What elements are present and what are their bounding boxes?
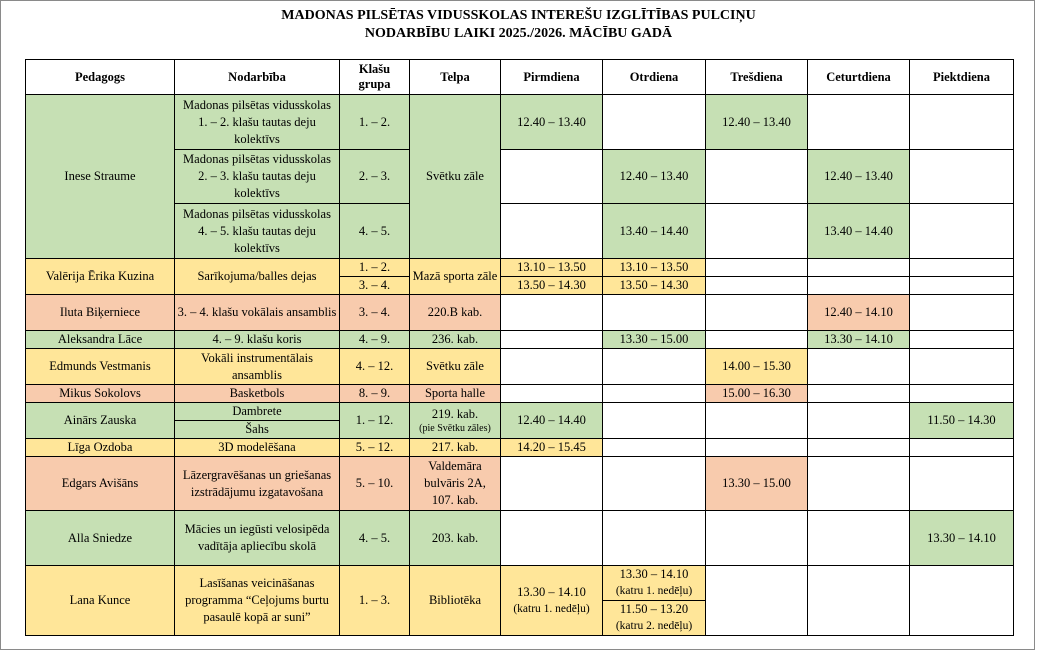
group-cell: 8. – 9. xyxy=(340,385,410,403)
time-cell xyxy=(501,566,603,636)
empty-cell xyxy=(910,331,1014,349)
empty-cell xyxy=(603,349,706,385)
teacher-cell: Mikus Sokolovs xyxy=(26,385,175,403)
table-row xyxy=(26,511,1014,566)
teacher-cell: Edgars Avišāns xyxy=(26,457,175,511)
empty-cell xyxy=(501,349,603,385)
empty-cell xyxy=(501,295,603,331)
empty-cell xyxy=(706,566,808,636)
time-text: 13.30 – 14.10 xyxy=(619,567,689,581)
empty-cell xyxy=(706,511,808,566)
activity-cell: Sarīkojuma/balles dejas xyxy=(175,259,340,295)
empty-cell xyxy=(603,403,706,439)
room-cell: Svētku zāle xyxy=(410,95,501,259)
empty-cell xyxy=(910,295,1014,331)
header-pedagogs: Pedagogs xyxy=(26,60,175,95)
empty-cell xyxy=(603,457,706,511)
empty-cell xyxy=(808,403,910,439)
time-cell: 12.40 – 13.40 xyxy=(706,95,808,150)
room-cell: 220.B kab. xyxy=(410,295,501,331)
room-cell: Svētku zāle xyxy=(410,349,501,385)
empty-cell xyxy=(501,204,603,259)
empty-cell xyxy=(910,439,1014,457)
activity-cell: Madonas pilsētas vidusskolas 4. – 5. klašu tautas deju kolektīvs xyxy=(175,204,340,259)
group-cell: 1. – 2. xyxy=(340,95,410,150)
header-tresdiena: Trešdiena xyxy=(706,60,808,95)
empty-cell xyxy=(808,439,910,457)
activity-cell: Madonas pilsētas vidusskolas 2. – 3. klašu tautas deju kolektīvs xyxy=(175,150,340,204)
table-row xyxy=(26,566,1014,601)
group-cell: 2. – 3. xyxy=(340,150,410,204)
room-text: 219. kab. xyxy=(431,407,479,421)
teacher-cell: Ainārs Zauska xyxy=(26,403,175,439)
teacher-cell: Inese Straume xyxy=(26,95,175,259)
table-row xyxy=(26,259,1014,277)
time-cell: 12.40 – 13.40 xyxy=(808,150,910,204)
header-telpa: Telpa xyxy=(410,60,501,95)
header-ceturtdiena: Ceturtdiena xyxy=(808,60,910,95)
room-cell: Mazā sporta zāle xyxy=(410,259,501,295)
empty-cell xyxy=(603,511,706,566)
time-cell: 14.00 – 15.30 xyxy=(706,349,808,385)
time-text: 13.30 – 14.10 xyxy=(517,584,586,599)
group-cell: 5. – 10. xyxy=(340,457,410,511)
time-cell: 12.40 – 14.10 xyxy=(808,295,910,331)
time-cell: 12.40 – 13.40 xyxy=(603,150,706,204)
time-cell xyxy=(603,566,706,601)
teacher-cell: Lana Kunce xyxy=(26,566,175,636)
time-note: (katru 1. nedēļu) xyxy=(513,602,590,615)
room-note: (pie Svētku zāles) xyxy=(419,423,491,434)
empty-cell xyxy=(808,277,910,295)
teacher-cell: Aleksandra Lāce xyxy=(26,331,175,349)
empty-cell xyxy=(501,511,603,566)
time-cell: 13.40 – 14.40 xyxy=(603,204,706,259)
table-row xyxy=(26,349,1014,385)
empty-cell xyxy=(501,385,603,403)
room-cell: Sporta halle xyxy=(410,385,501,403)
group-cell: 4. – 5. xyxy=(340,511,410,566)
time-cell: 13.30 – 14.10 xyxy=(910,511,1014,566)
teacher-cell: Valērija Ērika Kuzina xyxy=(26,259,175,295)
empty-cell xyxy=(808,457,910,511)
header-piektdiena: Piektdiena xyxy=(910,60,1014,95)
header-pirmdiena: Pirmdiena xyxy=(501,60,603,95)
group-cell: 3. – 4. xyxy=(340,277,410,295)
activity-cell: Mācies un iegūsti velosipēda vadītāja apliecību skolā xyxy=(175,511,340,566)
activity-cell: Šahs xyxy=(175,421,340,439)
group-cell: 1. – 2. xyxy=(340,259,410,277)
empty-cell xyxy=(808,385,910,403)
header-row xyxy=(26,60,1014,95)
table-row xyxy=(26,95,1014,150)
time-note: (katru 2. nedēļu) xyxy=(615,620,693,632)
table-row xyxy=(26,204,1014,259)
empty-cell xyxy=(603,385,706,403)
empty-cell xyxy=(808,95,910,150)
room-cell: 203. kab. xyxy=(410,511,501,566)
table-row xyxy=(26,457,1014,511)
teacher-cell: Edmunds Vestmanis xyxy=(26,349,175,385)
empty-cell xyxy=(910,150,1014,204)
activity-cell: 3D modelēšana xyxy=(175,439,340,457)
empty-cell xyxy=(706,403,808,439)
empty-cell xyxy=(603,95,706,150)
document-title-line1: MADONAS PILSĒTAS VIDUSSKOLAS INTEREŠU IZGLĪTĪBAS PULCIŅU xyxy=(281,8,756,23)
activity-cell: Vokāli instrumentālais ansamblis xyxy=(175,349,340,385)
empty-cell xyxy=(910,349,1014,385)
group-cell: 4. – 12. xyxy=(340,349,410,385)
room-cell: 236. kab. xyxy=(410,331,501,349)
activity-cell: Basketbols xyxy=(175,385,340,403)
room-cell: Bibliotēka xyxy=(410,566,501,636)
time-text: 11.50 – 13.20 xyxy=(619,602,689,616)
empty-cell xyxy=(603,439,706,457)
empty-cell xyxy=(910,259,1014,277)
time-cell: 11.50 – 14.30 xyxy=(910,403,1014,439)
activity-cell: 3. – 4. klašu vokālais ansamblis xyxy=(175,295,340,331)
time-cell: 13.30 – 15.00 xyxy=(603,331,706,349)
time-cell: 12.40 – 13.40 xyxy=(501,95,603,150)
empty-cell xyxy=(706,295,808,331)
group-cell: 4. – 5. xyxy=(340,204,410,259)
empty-cell xyxy=(706,331,808,349)
time-cell: 13.30 – 14.10 xyxy=(808,331,910,349)
empty-cell xyxy=(706,277,808,295)
empty-cell xyxy=(808,511,910,566)
room-cell: 217. kab. xyxy=(410,439,501,457)
empty-cell xyxy=(910,95,1014,150)
teacher-cell: Iluta Biķerniece xyxy=(26,295,175,331)
time-cell: 13.30 – 15.00 xyxy=(706,457,808,511)
group-cell: 1. – 12. xyxy=(340,403,410,439)
teacher-cell: Līga Ozdoba xyxy=(26,439,175,457)
empty-cell xyxy=(808,259,910,277)
empty-cell xyxy=(501,457,603,511)
empty-cell xyxy=(706,204,808,259)
time-note: (katru 1. nedēļu) xyxy=(615,585,693,597)
group-cell: 1. – 3. xyxy=(340,566,410,636)
table-row xyxy=(26,403,1014,421)
document-title-line2: NODARBĪBU LAIKI 2025./2026. MĀCĪBU GADĀ xyxy=(364,26,673,41)
time-cell: 13.10 – 13.50 xyxy=(501,259,603,277)
activity-cell: Lasīšanas veicināšanas programma “Ceļojums burtu pasaulē kopā ar suni” xyxy=(175,566,340,636)
table-row xyxy=(26,439,1014,457)
activity-cell: Lāzergravēšanas un griešanas izstrādājumu izgatavošana xyxy=(175,457,340,511)
schedule-table xyxy=(25,59,1014,636)
empty-cell xyxy=(808,566,910,636)
table-row xyxy=(26,331,1014,349)
empty-cell xyxy=(603,295,706,331)
table-row xyxy=(26,295,1014,331)
empty-cell xyxy=(706,150,808,204)
room-cell: Valdemāra bulvāris 2A, 107. kab. xyxy=(410,457,501,511)
header-nodarbiba: Nodarbība xyxy=(175,60,340,95)
time-cell xyxy=(603,601,706,636)
group-cell: 4. – 9. xyxy=(340,331,410,349)
activity-cell: 4. – 9. klašu koris xyxy=(175,331,340,349)
table-row xyxy=(26,385,1014,403)
empty-cell xyxy=(808,349,910,385)
empty-cell xyxy=(910,385,1014,403)
empty-cell xyxy=(501,150,603,204)
empty-cell xyxy=(501,331,603,349)
activity-cell: Madonas pilsētas vidusskolas 1. – 2. klašu tautas deju kolektīvs xyxy=(175,95,340,150)
table-row xyxy=(26,150,1014,204)
empty-cell xyxy=(910,204,1014,259)
group-cell: 5. – 12. xyxy=(340,439,410,457)
time-cell: 12.40 – 14.40 xyxy=(501,403,603,439)
time-cell: 13.50 – 14.30 xyxy=(501,277,603,295)
empty-cell xyxy=(910,566,1014,636)
time-cell: 15.00 – 16.30 xyxy=(706,385,808,403)
header-klasu-grupa: Klašu grupa xyxy=(340,60,410,95)
empty-cell xyxy=(706,259,808,277)
time-cell: 14.20 – 15.45 xyxy=(501,439,603,457)
room-cell xyxy=(410,403,501,439)
header-otrdiena: Otrdiena xyxy=(603,60,706,95)
empty-cell xyxy=(910,457,1014,511)
empty-cell xyxy=(706,439,808,457)
time-cell: 13.50 – 14.30 xyxy=(603,277,706,295)
time-cell: 13.40 – 14.40 xyxy=(808,204,910,259)
activity-cell: Dambrete xyxy=(175,403,340,421)
empty-cell xyxy=(910,277,1014,295)
group-cell: 3. – 4. xyxy=(340,295,410,331)
time-cell: 13.10 – 13.50 xyxy=(603,259,706,277)
teacher-cell: Alla Sniedze xyxy=(26,511,175,566)
